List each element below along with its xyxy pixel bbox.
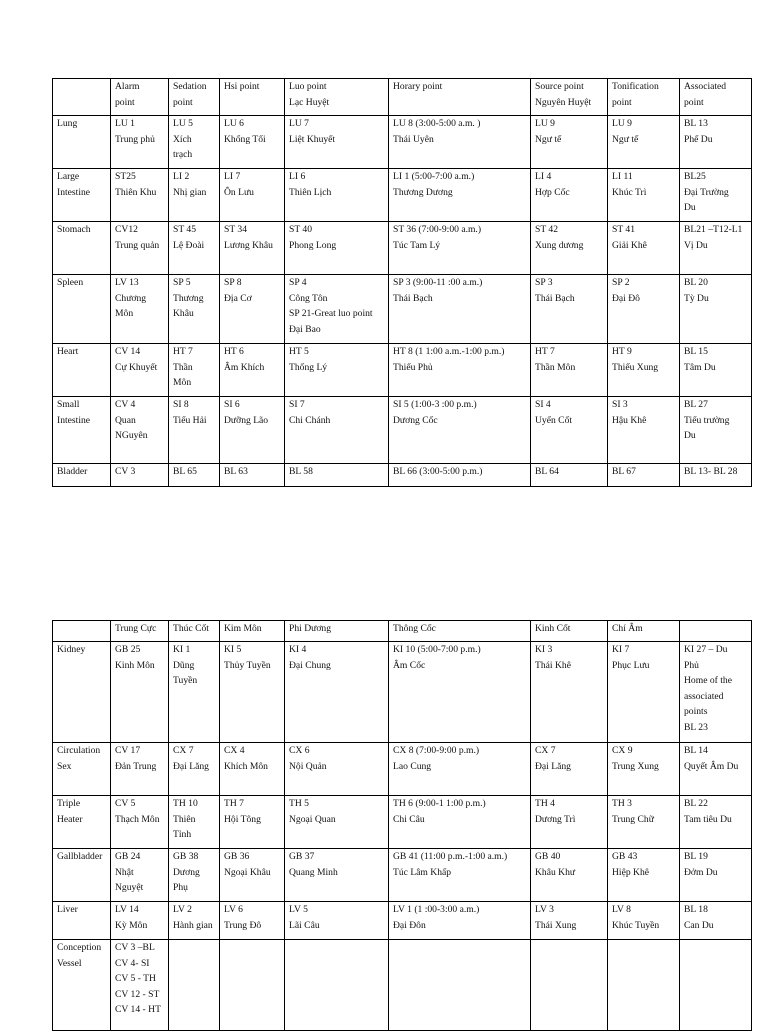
header-cell: Kinh Cốt <box>531 621 608 642</box>
point-cell: CX 4 Khích Môn <box>220 743 285 796</box>
point-cell: ST 34 Lương Khâu <box>220 222 285 275</box>
table-row <box>53 397 752 464</box>
point-cell: GB 37 Quang Minh <box>285 849 389 902</box>
point-cell: TH 10 Thiên Tỉnh <box>169 796 220 849</box>
point-cell: LI 11 Khúc Trì <box>608 169 680 222</box>
meridian-name-cell: Gallbladder <box>53 849 111 902</box>
point-cell: KI 3 Thái Khê <box>531 642 608 743</box>
point-cell: BL 66 (3:00-5:00 p.m.) <box>389 464 531 487</box>
point-cell: LU 5 Xích trạch <box>169 116 220 169</box>
table-row <box>53 275 752 344</box>
point-cell: BL 63 <box>220 464 285 487</box>
table-header-row <box>53 621 752 642</box>
header-cell <box>680 621 752 642</box>
point-cell: TH 6 (9:00-1 1:00 p.m.) Chi Câu <box>389 796 531 849</box>
point-cell <box>169 940 220 1031</box>
point-cell: CX 7 Đại Lăng <box>169 743 220 796</box>
point-cell: TH 4 Dương Trì <box>531 796 608 849</box>
header-cell: Phi Dương <box>285 621 389 642</box>
point-cell <box>220 940 285 1031</box>
table-row <box>53 116 752 169</box>
meridian-name-cell: Triple Heater <box>53 796 111 849</box>
header-cell: Kim Môn <box>220 621 285 642</box>
point-cell <box>389 940 531 1031</box>
table-row <box>53 902 752 940</box>
point-cell: CV 3 –BL CV 4- SI CV 5 - TH CV 12 - ST CV 14 - HT <box>111 940 169 1031</box>
point-cell: GB 41 (11:00 p.m.-1:00 a.m.) Túc Lâm Khấp <box>389 849 531 902</box>
header-cell <box>53 621 111 642</box>
point-cell: BL 65 <box>169 464 220 487</box>
header-cell: Hsi point <box>220 79 285 116</box>
point-cell: LV 1 (1 :00-3:00 a.m.) Đại Đôn <box>389 902 531 940</box>
point-cell: SI 7 Chi Chánh <box>285 397 389 464</box>
point-cell <box>608 940 680 1031</box>
point-cell: SP 8 Địa Cơ <box>220 275 285 344</box>
point-cell: CX 8 (7:00-9:00 p.m.) Lao Cung <box>389 743 531 796</box>
point-cell: BL21 –T12-L1 Vị Du <box>680 222 752 275</box>
header-cell: Chí Âm <box>608 621 680 642</box>
meridian-points-table-2 <box>52 620 752 1031</box>
point-cell: SI 6 Dưỡng Lão <box>220 397 285 464</box>
point-cell: CV 14 Cự Khuyết <box>111 344 169 397</box>
point-cell: CV 3 <box>111 464 169 487</box>
point-cell: LV 2 Hành gian <box>169 902 220 940</box>
meridian-name-cell: Heart <box>53 344 111 397</box>
table-header-row <box>53 79 752 116</box>
meridian-name-cell: Stomach <box>53 222 111 275</box>
point-cell: HT 7 Thần Môn <box>169 344 220 397</box>
point-cell: SP 2 Đại Đô <box>608 275 680 344</box>
meridian-name-cell: Lung <box>53 116 111 169</box>
point-cell: KI 1 Dũng Tuyền <box>169 642 220 743</box>
point-cell: SP 3 (9:00-11 :00 a.m.) Thái Bạch <box>389 275 531 344</box>
point-cell: ST 36 (7:00-9:00 a.m.) Túc Tam Lý <box>389 222 531 275</box>
point-cell: LI 4 Hợp Cốc <box>531 169 608 222</box>
point-cell: BL 19 Đởm Du <box>680 849 752 902</box>
point-cell: GB 36 Ngoại Khâu <box>220 849 285 902</box>
point-cell: KI 27 – Du Phủ Home of the associated points BL 23 <box>680 642 752 743</box>
header-cell: Horary point <box>389 79 531 116</box>
header-cell: Tonification point <box>608 79 680 116</box>
point-cell: CX 6 Nội Quản <box>285 743 389 796</box>
point-cell: LV 13 Chương Môn <box>111 275 169 344</box>
point-cell: LU 6 Khổng Tối <box>220 116 285 169</box>
point-cell: LI 2 Nhị gian <box>169 169 220 222</box>
table-row <box>53 849 752 902</box>
point-cell <box>680 940 752 1031</box>
point-cell: LU 7 Liệt Khuyết <box>285 116 389 169</box>
table-row <box>53 222 752 275</box>
point-cell: SI 3 Hậu Khê <box>608 397 680 464</box>
meridian-name-cell: Spleen <box>53 275 111 344</box>
meridian-name-cell: Bladder <box>53 464 111 487</box>
table-row <box>53 169 752 222</box>
point-cell: HT 9 Thiếu Xung <box>608 344 680 397</box>
point-cell: BL 20 Tỳ Du <box>680 275 752 344</box>
header-cell: Thông Cốc <box>389 621 531 642</box>
point-cell: TH 3 Trung Chữ <box>608 796 680 849</box>
point-cell: CV 4 Quan NGuyên <box>111 397 169 464</box>
meridian-points-table-1 <box>52 78 752 487</box>
point-cell: KI 4 Đại Chung <box>285 642 389 743</box>
meridian-name-cell: Small Intestine <box>53 397 111 464</box>
meridian-name-cell: Circulation Sex <box>53 743 111 796</box>
point-cell: LV 14 Kỳ Môn <box>111 902 169 940</box>
point-cell: LI 7 Ôn Lưu <box>220 169 285 222</box>
point-cell: SP 5 Thương Khâu <box>169 275 220 344</box>
point-cell: HT 8 (1 1:00 a.m.-1:00 p.m.) Thiếu Phủ <box>389 344 531 397</box>
header-cell: Thúc Cốt <box>169 621 220 642</box>
table-row <box>53 642 752 743</box>
point-cell: ST 45 Lệ Đoài <box>169 222 220 275</box>
point-cell: LI 6 Thiên Lịch <box>285 169 389 222</box>
point-cell: KI 7 Phục Lưu <box>608 642 680 743</box>
point-cell: GB 43 Hiệp Khê <box>608 849 680 902</box>
point-cell: BL 13 Phế Du <box>680 116 752 169</box>
point-cell: BL 27 Tiểu trường Du <box>680 397 752 464</box>
point-cell <box>285 940 389 1031</box>
point-cell <box>531 940 608 1031</box>
point-cell: CX 9 Trung Xung <box>608 743 680 796</box>
point-cell: HT 5 Thống Lý <box>285 344 389 397</box>
point-cell: SP 3 Thái Bạch <box>531 275 608 344</box>
point-cell: LV 6 Trung Đô <box>220 902 285 940</box>
point-cell: KI 10 (5:00-7:00 p.m.) Âm Cốc <box>389 642 531 743</box>
point-cell: TH 7 Hội Tông <box>220 796 285 849</box>
point-cell: CX 7 Đại Lăng <box>531 743 608 796</box>
point-cell: SP 4 Công Tôn SP 21-Great luo point Đại Bao <box>285 275 389 344</box>
point-cell: HT 7 Thần Môn <box>531 344 608 397</box>
point-cell: ST 42 Xung dương <box>531 222 608 275</box>
point-cell: GB 25 Kinh Môn <box>111 642 169 743</box>
point-cell: LI 1 (5:00-7:00 a.m.) Thương Dương <box>389 169 531 222</box>
point-cell: ST25 Thiên Khu <box>111 169 169 222</box>
header-cell: Source point Nguyên Huyệt <box>531 79 608 116</box>
point-cell: ST 41 Giải Khê <box>608 222 680 275</box>
header-cell: Luo point Lạc Huyệt <box>285 79 389 116</box>
point-cell: LV 3 Thái Xung <box>531 902 608 940</box>
point-cell: GB 24 Nhật Nguyệt <box>111 849 169 902</box>
header-cell: Alarm point <box>111 79 169 116</box>
header-cell <box>53 79 111 116</box>
table-row <box>53 796 752 849</box>
table-row <box>53 464 752 487</box>
table-row <box>53 940 752 1031</box>
point-cell: SI 5 (1:00-3 :00 p.m.) Dương Cốc <box>389 397 531 464</box>
point-cell: LU 9 Ngư tế <box>531 116 608 169</box>
header-cell: Sedation point <box>169 79 220 116</box>
point-cell: LV 5 Lãi Câu <box>285 902 389 940</box>
point-cell: CV 17 Đản Trung <box>111 743 169 796</box>
point-cell: BL 18 Can Du <box>680 902 752 940</box>
point-cell: CV 5 Thạch Môn <box>111 796 169 849</box>
table-row <box>53 344 752 397</box>
meridian-name-cell: Conception Vessel <box>53 940 111 1031</box>
point-cell: BL 67 <box>608 464 680 487</box>
header-cell: Associated point <box>680 79 752 116</box>
point-cell: SI 4 Uyển Cốt <box>531 397 608 464</box>
point-cell: GB 40 Khâu Khư <box>531 849 608 902</box>
point-cell: LV 8 Khúc Tuyền <box>608 902 680 940</box>
point-cell: TH 5 Ngoại Quan <box>285 796 389 849</box>
point-cell: KI 5 Thủy Tuyền <box>220 642 285 743</box>
table-row <box>53 743 752 796</box>
meridian-name-cell: Liver <box>53 902 111 940</box>
point-cell: ST 40 Phong Long <box>285 222 389 275</box>
point-cell: BL 13- BL 28 <box>680 464 752 487</box>
point-cell: SI 8 Tiểu Hải <box>169 397 220 464</box>
point-cell: BL 58 <box>285 464 389 487</box>
meridian-name-cell: Large Intestine <box>53 169 111 222</box>
point-cell: BL 64 <box>531 464 608 487</box>
point-cell: CV12 Trung quản <box>111 222 169 275</box>
point-cell: LU 9 Ngư tế <box>608 116 680 169</box>
meridian-name-cell: Kidney <box>53 642 111 743</box>
point-cell: BL 15 Tâm Du <box>680 344 752 397</box>
point-cell: BL 14 Quyết Âm Du <box>680 743 752 796</box>
point-cell: LU 8 (3:00-5:00 a.m. ) Thái Uyên <box>389 116 531 169</box>
point-cell: BL 22 Tam tiêu Du <box>680 796 752 849</box>
header-cell: Trung Cực <box>111 621 169 642</box>
point-cell: HT 6 Âm Khích <box>220 344 285 397</box>
point-cell: GB 38 Dương Phụ <box>169 849 220 902</box>
point-cell: LU 1 Trung phủ <box>111 116 169 169</box>
point-cell: BL25 Đại Trường Du <box>680 169 752 222</box>
